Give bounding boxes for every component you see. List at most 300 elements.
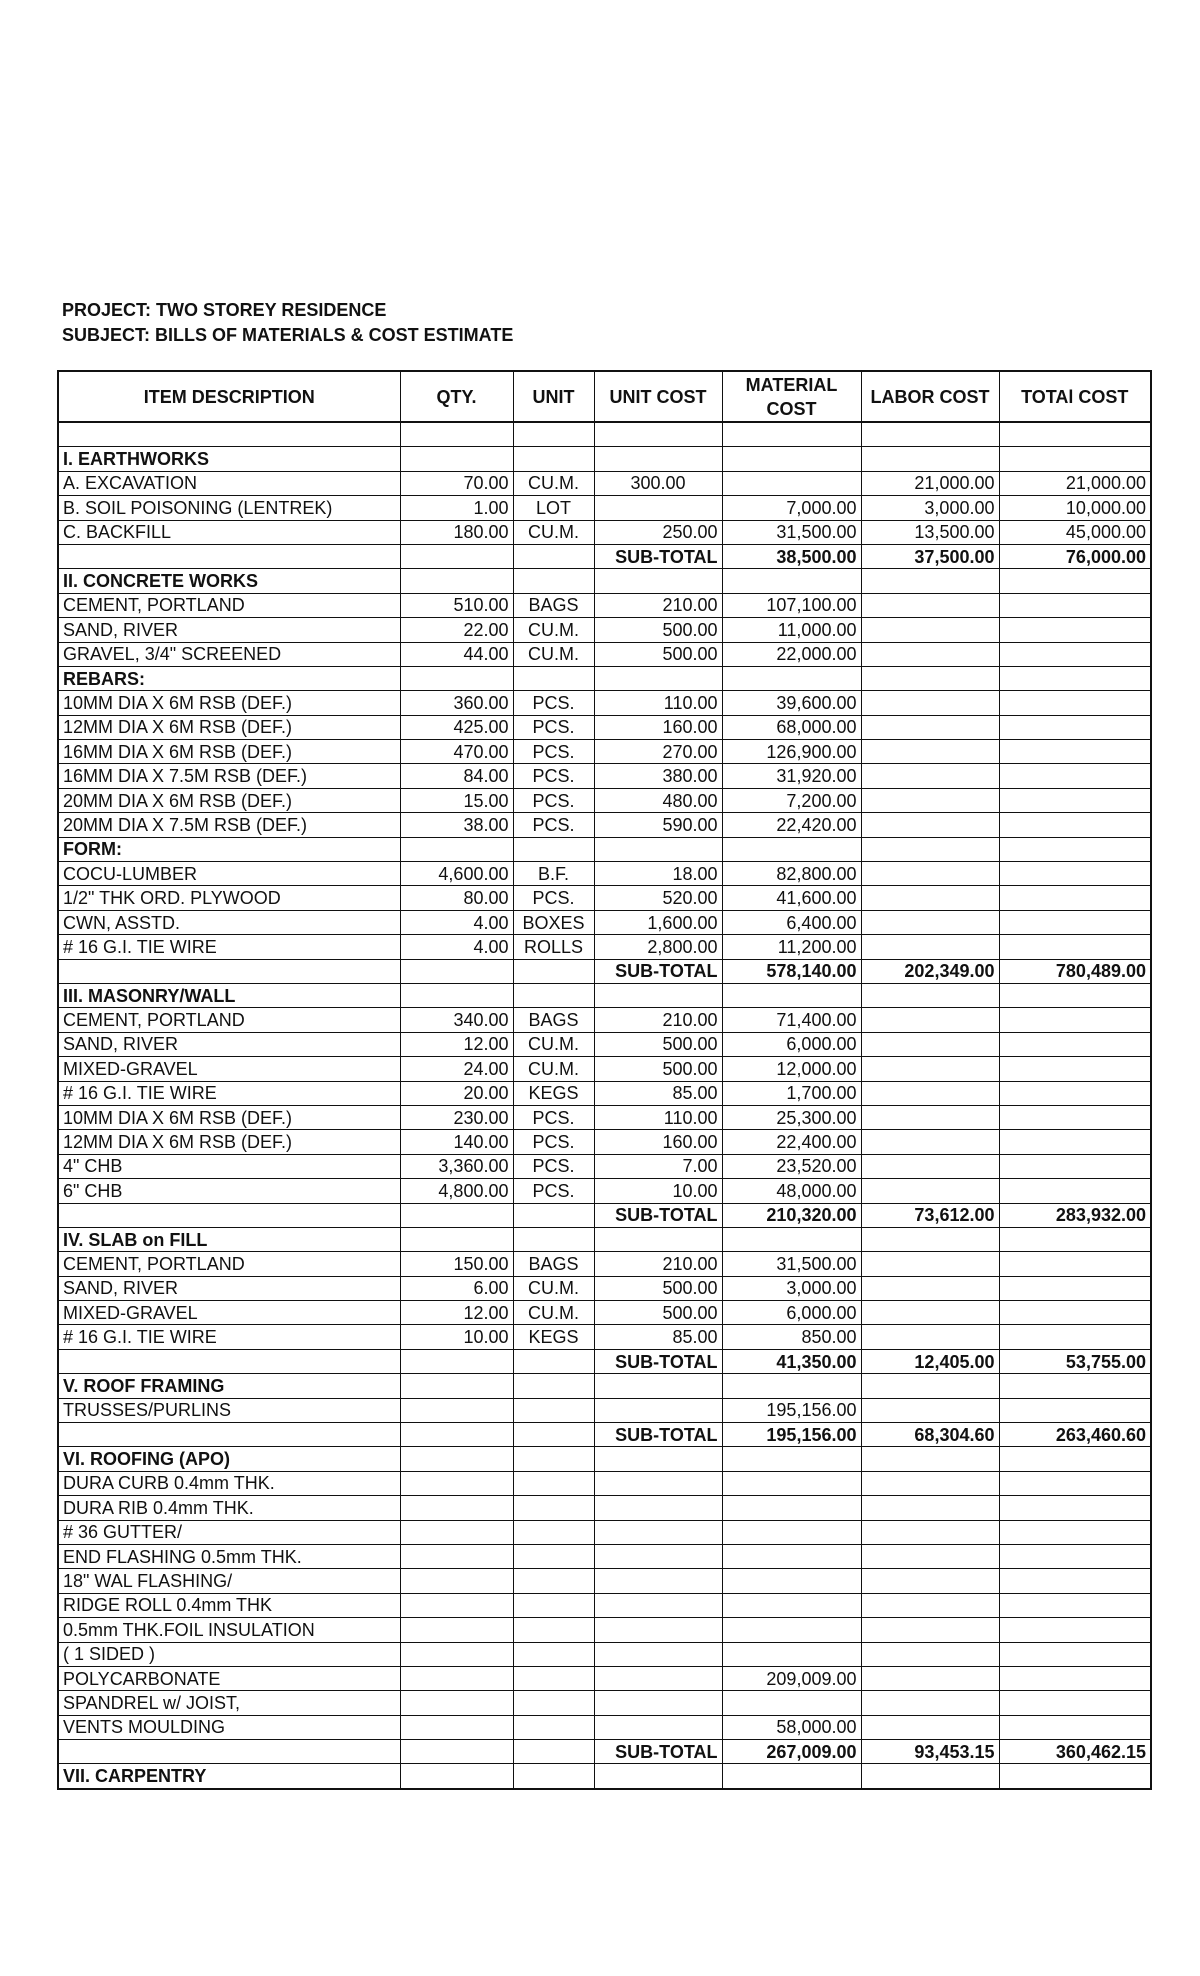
table-row [58, 1081, 1151, 1105]
item-total-cost [999, 1105, 1151, 1129]
item-unit-cost [594, 1593, 722, 1617]
subtotal-label: SUB-TOTAL [594, 1203, 722, 1227]
item-material-cost: 22,400.00 [722, 1130, 861, 1154]
item-description: 0.5mm THK.FOIL INSULATION [58, 1618, 400, 1642]
table-body [58, 422, 1151, 1789]
item-unit-cost [594, 1496, 722, 1520]
item-unit-cost: 250.00 [594, 520, 722, 544]
empty-cell [513, 447, 594, 471]
subtotal-row [58, 1349, 1151, 1373]
empty-cell [999, 1374, 1151, 1398]
item-total-cost [999, 740, 1151, 764]
item-total-cost: 21,000.00 [999, 471, 1151, 495]
item-labor-cost [861, 642, 999, 666]
item-unit-cost: 210.00 [594, 1252, 722, 1276]
item-unit-cost: 7.00 [594, 1154, 722, 1178]
empty-cell [594, 1447, 722, 1471]
table-row [58, 1325, 1151, 1349]
empty-cell [722, 1374, 861, 1398]
item-total-cost [999, 1252, 1151, 1276]
item-labor-cost [861, 1398, 999, 1422]
item-unit: CU.M. [513, 1276, 594, 1300]
table-row [58, 715, 1151, 739]
section-header-row [58, 569, 1151, 593]
section-header-row [58, 1447, 1151, 1471]
table-row [58, 642, 1151, 666]
item-labor-cost [861, 1520, 999, 1544]
empty-cell [594, 569, 722, 593]
item-qty: 10.00 [400, 1325, 513, 1349]
table-row [58, 862, 1151, 886]
item-labor-cost [861, 1325, 999, 1349]
item-unit [513, 1544, 594, 1568]
item-unit: LOT [513, 496, 594, 520]
item-description: C. BACKFILL [58, 520, 400, 544]
item-qty: 360.00 [400, 691, 513, 715]
empty-cell [400, 544, 513, 568]
item-qty: 24.00 [400, 1057, 513, 1081]
item-unit [513, 1398, 594, 1422]
item-labor-cost [861, 593, 999, 617]
subtotal-material-cost: 195,156.00 [722, 1423, 861, 1447]
item-unit: CU.M. [513, 520, 594, 544]
item-unit: PCS. [513, 886, 594, 910]
item-total-cost [999, 1471, 1151, 1495]
item-unit [513, 1496, 594, 1520]
item-material-cost: 7,200.00 [722, 788, 861, 812]
item-labor-cost [861, 1008, 999, 1032]
item-qty: 140.00 [400, 1130, 513, 1154]
item-unit-cost [594, 1618, 722, 1642]
subtotal-labor-cost: 37,500.00 [861, 544, 999, 568]
empty-cell [513, 983, 594, 1007]
item-material-cost: 195,156.00 [722, 1398, 861, 1422]
subtotal-total-cost: 283,932.00 [999, 1203, 1151, 1227]
item-unit [513, 1471, 594, 1495]
table-row [58, 1252, 1151, 1276]
empty-cell [999, 983, 1151, 1007]
item-total-cost [999, 715, 1151, 739]
empty-cell [400, 1374, 513, 1398]
table-row [58, 496, 1151, 520]
empty-cell [513, 1203, 594, 1227]
empty-cell [400, 1349, 513, 1373]
item-labor-cost [861, 813, 999, 837]
item-unit: PCS. [513, 740, 594, 764]
item-unit-cost: 480.00 [594, 788, 722, 812]
item-unit [513, 1593, 594, 1617]
item-total-cost [999, 642, 1151, 666]
item-qty: 4.00 [400, 935, 513, 959]
item-qty: 70.00 [400, 471, 513, 495]
empty-cell [861, 1227, 999, 1251]
item-qty: 84.00 [400, 764, 513, 788]
item-total-cost: 45,000.00 [999, 520, 1151, 544]
item-qty: 15.00 [400, 788, 513, 812]
subtotal-total-cost: 53,755.00 [999, 1349, 1151, 1373]
section-title: V. ROOF FRAMING [58, 1374, 400, 1398]
item-unit-cost: 1,600.00 [594, 910, 722, 934]
subtotal-row [58, 1740, 1151, 1764]
item-material-cost: 31,920.00 [722, 764, 861, 788]
table-row [58, 1398, 1151, 1422]
subtotal-labor-cost: 12,405.00 [861, 1349, 999, 1373]
empty-cell [999, 1447, 1151, 1471]
empty-cell [861, 837, 999, 861]
subtotal-label: SUB-TOTAL [594, 1423, 722, 1447]
item-material-cost [722, 1691, 861, 1715]
table-row [58, 1618, 1151, 1642]
item-labor-cost [861, 1105, 999, 1129]
item-material-cost [722, 1544, 861, 1568]
item-description: B. SOIL POISONING (LENTREK) [58, 496, 400, 520]
empty-cell [400, 1764, 513, 1789]
item-unit: ROLLS [513, 935, 594, 959]
item-material-cost: 3,000.00 [722, 1276, 861, 1300]
item-total-cost [999, 1666, 1151, 1690]
item-unit [513, 1666, 594, 1690]
item-qty: 425.00 [400, 715, 513, 739]
item-unit [513, 1642, 594, 1666]
table-row [58, 1008, 1151, 1032]
empty-cell [722, 1764, 861, 1789]
item-material-cost: 11,000.00 [722, 618, 861, 642]
subheading-label: REBARS: [58, 666, 400, 690]
subtotal-label: SUB-TOTAL [594, 959, 722, 983]
item-total-cost [999, 1154, 1151, 1178]
item-qty: 4,600.00 [400, 862, 513, 886]
item-description: MIXED-GRAVEL [58, 1301, 400, 1325]
item-total-cost [999, 1496, 1151, 1520]
item-qty [400, 1544, 513, 1568]
item-total-cost [999, 1179, 1151, 1203]
item-description: MIXED-GRAVEL [58, 1057, 400, 1081]
item-unit: CU.M. [513, 1301, 594, 1325]
table-header-row [58, 371, 1151, 422]
item-qty [400, 1715, 513, 1739]
item-qty: 150.00 [400, 1252, 513, 1276]
empty-cell [513, 1423, 594, 1447]
empty-cell [999, 422, 1151, 447]
subject-title: SUBJECT: BILLS OF MATERIALS & COST ESTIMATE [62, 325, 514, 345]
table-row [58, 1544, 1151, 1568]
item-unit [513, 1691, 594, 1715]
col-header-description: ITEM DESCRIPTION [58, 371, 400, 422]
col-header-labor-cost: LABOR COST [861, 371, 999, 422]
item-description: 6" CHB [58, 1179, 400, 1203]
item-description: VENTS MOULDING [58, 1715, 400, 1739]
empty-cell [861, 422, 999, 447]
item-labor-cost [861, 1301, 999, 1325]
item-qty [400, 1520, 513, 1544]
col-header-material-cost: MATERIAL COST [722, 371, 861, 422]
item-labor-cost [861, 1715, 999, 1739]
subtotal-labor-cost: 73,612.00 [861, 1203, 999, 1227]
item-unit-cost: 300.00 [594, 471, 722, 495]
item-qty: 20.00 [400, 1081, 513, 1105]
item-labor-cost [861, 1154, 999, 1178]
item-labor-cost [861, 691, 999, 715]
item-unit: KEGS [513, 1325, 594, 1349]
item-material-cost [722, 1471, 861, 1495]
blank-row [58, 422, 1151, 447]
item-labor-cost [861, 715, 999, 739]
table-row [58, 1569, 1151, 1593]
empty-cell [594, 666, 722, 690]
empty-cell [400, 569, 513, 593]
item-labor-cost [861, 1666, 999, 1690]
table-row [58, 1032, 1151, 1056]
item-unit: BAGS [513, 1008, 594, 1032]
item-total-cost [999, 1642, 1151, 1666]
item-qty [400, 1398, 513, 1422]
item-total-cost [999, 1691, 1151, 1715]
table-row [58, 1105, 1151, 1129]
item-qty [400, 1471, 513, 1495]
item-material-cost: 41,600.00 [722, 886, 861, 910]
item-labor-cost [861, 862, 999, 886]
table-row [58, 1642, 1151, 1666]
empty-cell [861, 569, 999, 593]
item-material-cost [722, 1618, 861, 1642]
item-material-cost [722, 1593, 861, 1617]
item-description: 4" CHB [58, 1154, 400, 1178]
item-unit: BAGS [513, 593, 594, 617]
table-row [58, 618, 1151, 642]
table-row [58, 1471, 1151, 1495]
item-material-cost: 7,000.00 [722, 496, 861, 520]
subtotal-total-cost: 76,000.00 [999, 544, 1151, 568]
item-unit-cost [594, 1520, 722, 1544]
empty-cell [594, 447, 722, 471]
item-labor-cost [861, 1569, 999, 1593]
item-description: SAND, RIVER [58, 1276, 400, 1300]
item-unit: PCS. [513, 788, 594, 812]
item-unit [513, 1520, 594, 1544]
item-unit-cost: 160.00 [594, 715, 722, 739]
empty-cell [594, 1374, 722, 1398]
item-description: 16MM DIA X 6M RSB (DEF.) [58, 740, 400, 764]
table-row [58, 788, 1151, 812]
item-description: # 16 G.I. TIE WIRE [58, 1325, 400, 1349]
table-row [58, 1496, 1151, 1520]
item-qty [400, 1666, 513, 1690]
item-description: CWN, ASSTD. [58, 910, 400, 934]
item-description: 18" WAL FLASHING/ [58, 1569, 400, 1593]
item-labor-cost [861, 1032, 999, 1056]
item-labor-cost [861, 1179, 999, 1203]
item-unit-cost [594, 496, 722, 520]
subtotal-material-cost: 267,009.00 [722, 1740, 861, 1764]
item-material-cost: 22,000.00 [722, 642, 861, 666]
item-labor-cost: 13,500.00 [861, 520, 999, 544]
item-labor-cost [861, 1130, 999, 1154]
item-qty: 470.00 [400, 740, 513, 764]
item-unit-cost: 110.00 [594, 691, 722, 715]
section-title: VII. CARPENTRY [58, 1764, 400, 1789]
item-unit: PCS. [513, 1154, 594, 1178]
item-total-cost [999, 1398, 1151, 1422]
item-labor-cost [861, 1544, 999, 1568]
subtotal-row [58, 959, 1151, 983]
item-description: CEMENT, PORTLAND [58, 593, 400, 617]
item-total-cost [999, 1569, 1151, 1593]
item-labor-cost [861, 1618, 999, 1642]
item-labor-cost: 21,000.00 [861, 471, 999, 495]
empty-cell [58, 1349, 400, 1373]
item-total-cost [999, 1130, 1151, 1154]
item-qty [400, 1642, 513, 1666]
item-description: 20MM DIA X 7.5M RSB (DEF.) [58, 813, 400, 837]
empty-cell [861, 447, 999, 471]
item-material-cost: 71,400.00 [722, 1008, 861, 1032]
subtotal-labor-cost: 202,349.00 [861, 959, 999, 983]
item-description: CEMENT, PORTLAND [58, 1252, 400, 1276]
item-material-cost: 23,520.00 [722, 1154, 861, 1178]
empty-cell [999, 1227, 1151, 1251]
item-total-cost [999, 1032, 1151, 1056]
item-unit-cost: 210.00 [594, 593, 722, 617]
item-total-cost [999, 788, 1151, 812]
item-qty: 12.00 [400, 1301, 513, 1325]
item-total-cost [999, 593, 1151, 617]
item-description: END FLASHING 0.5mm THK. [58, 1544, 400, 1568]
subtotal-total-cost: 780,489.00 [999, 959, 1151, 983]
item-labor-cost [861, 1642, 999, 1666]
item-qty [400, 1691, 513, 1715]
empty-cell [513, 959, 594, 983]
item-material-cost: 68,000.00 [722, 715, 861, 739]
col-header-unit: UNIT [513, 371, 594, 422]
empty-cell [400, 983, 513, 1007]
col-header-total-cost: TOTAl COST [999, 371, 1151, 422]
item-unit-cost [594, 1642, 722, 1666]
item-unit: CU.M. [513, 471, 594, 495]
item-qty: 1.00 [400, 496, 513, 520]
table-row [58, 520, 1151, 544]
item-labor-cost [861, 1252, 999, 1276]
item-material-cost: 82,800.00 [722, 862, 861, 886]
item-unit-cost: 500.00 [594, 642, 722, 666]
item-qty [400, 1618, 513, 1642]
section-title: IV. SLAB on FILL [58, 1227, 400, 1251]
subtotal-total-cost: 263,460.60 [999, 1423, 1151, 1447]
item-qty: 4.00 [400, 910, 513, 934]
empty-cell [513, 1374, 594, 1398]
item-qty: 510.00 [400, 593, 513, 617]
item-description: TRUSSES/PURLINS [58, 1398, 400, 1422]
item-labor-cost [861, 1471, 999, 1495]
section-title: VI. ROOFING (APO) [58, 1447, 400, 1471]
empty-cell [861, 1764, 999, 1789]
item-material-cost: 48,000.00 [722, 1179, 861, 1203]
item-unit: PCS. [513, 1179, 594, 1203]
item-unit-cost: 500.00 [594, 1057, 722, 1081]
subtotal-material-cost: 41,350.00 [722, 1349, 861, 1373]
empty-cell [861, 1447, 999, 1471]
item-description: 1/2" THK ORD. PLYWOOD [58, 886, 400, 910]
item-description: 20MM DIA X 6M RSB (DEF.) [58, 788, 400, 812]
table-row [58, 1715, 1151, 1739]
item-qty: 3,360.00 [400, 1154, 513, 1178]
document-header [62, 298, 513, 348]
subtotal-labor-cost: 93,453.15 [861, 1740, 999, 1764]
subtotal-material-cost: 578,140.00 [722, 959, 861, 983]
item-total-cost [999, 1618, 1151, 1642]
item-total-cost [999, 1593, 1151, 1617]
item-material-cost [722, 1642, 861, 1666]
empty-cell [400, 422, 513, 447]
item-description: 10MM DIA X 6M RSB (DEF.) [58, 691, 400, 715]
item-qty: 44.00 [400, 642, 513, 666]
item-description: 12MM DIA X 6M RSB (DEF.) [58, 715, 400, 739]
item-unit-cost: 18.00 [594, 862, 722, 886]
item-labor-cost [861, 618, 999, 642]
item-total-cost [999, 886, 1151, 910]
item-material-cost: 6,000.00 [722, 1032, 861, 1056]
col-header-unit-cost: UNIT COST [594, 371, 722, 422]
empty-cell [594, 422, 722, 447]
item-description: SAND, RIVER [58, 618, 400, 642]
item-material-cost [722, 471, 861, 495]
subtotal-label: SUB-TOTAL [594, 544, 722, 568]
item-total-cost [999, 1301, 1151, 1325]
item-unit: BAGS [513, 1252, 594, 1276]
empty-cell [999, 447, 1151, 471]
item-material-cost: 850.00 [722, 1325, 861, 1349]
item-total-cost [999, 910, 1151, 934]
item-unit-cost: 110.00 [594, 1105, 722, 1129]
empty-cell [400, 1203, 513, 1227]
item-unit [513, 1618, 594, 1642]
empty-cell [722, 422, 861, 447]
empty-cell [58, 544, 400, 568]
item-labor-cost [861, 764, 999, 788]
item-unit: PCS. [513, 764, 594, 788]
empty-cell [861, 983, 999, 1007]
section-header-row [58, 447, 1151, 471]
table-row [58, 1154, 1151, 1178]
subtotal-row [58, 1423, 1151, 1447]
subtotal-labor-cost: 68,304.60 [861, 1423, 999, 1447]
item-material-cost: 107,100.00 [722, 593, 861, 617]
table-row [58, 886, 1151, 910]
table-row [58, 1057, 1151, 1081]
empty-cell [999, 837, 1151, 861]
empty-cell [513, 837, 594, 861]
table-row [58, 935, 1151, 959]
item-qty [400, 1496, 513, 1520]
item-unit-cost: 210.00 [594, 1008, 722, 1032]
bill-of-materials-table [57, 370, 1152, 1790]
item-unit: CU.M. [513, 618, 594, 642]
empty-cell [722, 837, 861, 861]
item-material-cost: 6,000.00 [722, 1301, 861, 1325]
item-description: 10MM DIA X 6M RSB (DEF.) [58, 1105, 400, 1129]
item-material-cost: 6,400.00 [722, 910, 861, 934]
empty-cell [400, 1740, 513, 1764]
item-material-cost: 25,300.00 [722, 1105, 861, 1129]
item-labor-cost [861, 886, 999, 910]
item-qty: 180.00 [400, 520, 513, 544]
item-qty: 12.00 [400, 1032, 513, 1056]
item-unit-cost: 500.00 [594, 1301, 722, 1325]
item-material-cost: 58,000.00 [722, 1715, 861, 1739]
item-unit: PCS. [513, 715, 594, 739]
item-qty: 230.00 [400, 1105, 513, 1129]
item-unit-cost [594, 1691, 722, 1715]
table-row [58, 471, 1151, 495]
